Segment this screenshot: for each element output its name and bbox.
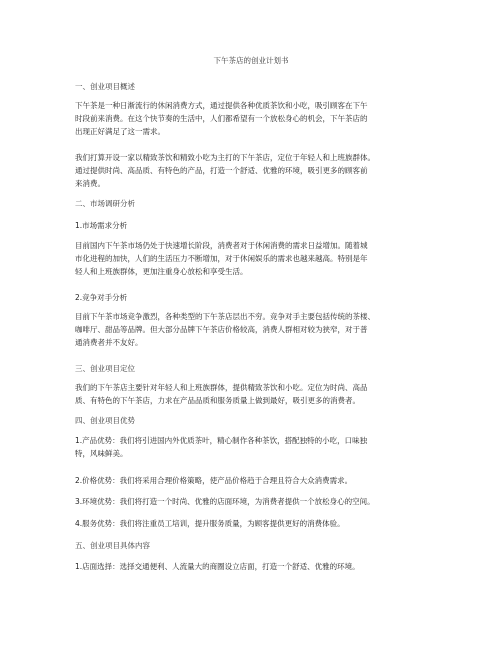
text-line: 来消费。: [75, 178, 105, 188]
paragraph: [75, 518, 435, 531]
text-line: 2.竞争对手分析: [75, 293, 128, 302]
text-line: 目前下午茶市场竞争激烈，各种类型的下午茶店层出不穷。竞争对手主要包括传统的茶楼、: [75, 312, 375, 321]
text-line: 我们的下午茶店主要针对年轻人和上班族群体，提供精致茶饮和小吃。定位为时尚、高品: [75, 383, 368, 392]
text-line: 市化进程的加快，人们的生活压力不断增加，对于休闲娱乐的需求也越来越高。特别是年: [75, 253, 368, 263]
text-line: 1.市场需求分析: [75, 221, 128, 230]
text-line: 4.服务优势：我们将注重员工培训，提升服务质量，为顾客提供更好的消费体验。: [75, 519, 345, 528]
text-line: 出现正好满足了这一需求。: [75, 126, 165, 136]
page-title: 下午茶店的创业计划书: [213, 56, 289, 65]
text-line: 通过提供时尚、高品质、有特色的产品，打造一个舒适、优雅的环境，吸引更多的顾客前: [75, 165, 368, 175]
text-line: 时段前来消费。在这个快节奏的生活中，人们都希望有一个放松身心的机会，下午茶店的: [75, 113, 368, 123]
subheading: [75, 292, 435, 305]
paragraph: [75, 311, 435, 349]
text-line: 我们打算开设一家以精致茶饮和精致小吃为主打的下午茶店，定位于年轻人和上班族群体。: [75, 153, 375, 162]
section-heading: 三、创业项目定位: [75, 364, 135, 373]
paragraph: [75, 435, 435, 461]
text-line: 质、有特色的下午茶店，力求在产品品质和服务质量上做到最好，吸引更多的消费者。: [75, 395, 360, 405]
section-heading: 四、创业项目优势: [75, 416, 135, 425]
subheading: [75, 220, 435, 233]
paragraph: [75, 100, 435, 138]
section-heading: 五、创业项目具体内容: [75, 541, 150, 550]
paragraph: [75, 475, 435, 488]
paragraph: [75, 561, 435, 574]
paragraph: [75, 240, 435, 278]
section-heading: 二、市场调研分析: [75, 199, 135, 208]
text-line: 3.环境优势：我们将打造一个时尚、优雅的店面环境，为消费者提供一个放松身心的空间。: [75, 497, 375, 506]
text-line: 轻人和上班族群体，更加注重身心放松和享受生活。: [75, 266, 248, 276]
text-line: 特，风味鲜美。: [75, 448, 128, 458]
text-line: 目前国内下午茶市场仍处于快速增长阶段，消费者对于休闲消费的需求日益增加。随着城: [75, 241, 368, 250]
text-line: 1.产品优势：我们将引进国内外优质茶叶，精心制作各种茶饮，搭配独特的小吃，口味独: [75, 436, 368, 445]
paragraph: [75, 496, 435, 509]
text-line: 1.店面选择：选择交通便利、人流量大的商圈设立店面，打造一个舒适、优雅的环境。: [75, 562, 360, 571]
text-line: 咖啡厅、甜品等品牌。但大部分品牌下午茶店价格较高，消费人群相对较为狭窄，对于普: [75, 324, 368, 334]
text-line: 通消费者并不友好。: [75, 337, 143, 347]
paragraph: [75, 152, 435, 190]
text-line: 下午茶是一种日渐流行的休闲消费方式，通过提供各种优质茶饮和小吃，吸引顾客在下午: [75, 101, 368, 110]
section-heading: 一、创业项目概述: [75, 82, 135, 91]
paragraph: [75, 382, 435, 408]
text-line: 2.价格优势：我们将采用合理价格策略，使产品价格趋于合理且符合大众消费需求。: [75, 476, 353, 485]
